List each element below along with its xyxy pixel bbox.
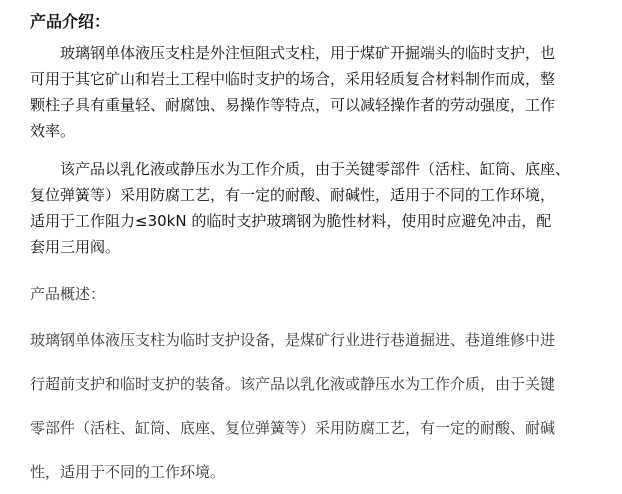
paragraph-line: 效率。 [30,122,76,140]
overview-line: 性，适用于不同的工作环境。 [30,463,226,481]
paragraph-line: 可用于其它矿山和岩土工程中临时支护的场合，采用轻质复合材料制作而成，整 [30,70,556,88]
intro-paragraph-1 [30,40,594,144]
overview-line: 玻璃钢单体液压支柱为临时支护设备，是煤矿行业进行巷道掘进、巷道维修中进 [30,331,556,349]
overview-paragraph [30,318,600,494]
paragraph-line: 该产品以乳化液或静压水为工作介质，由于关键零部件（活柱、缸筒、底座、 [30,160,571,178]
paragraph-line: 套用三用阀。 [30,238,121,256]
paragraph-line: 复位弹簧等）采用防腐工艺，有一定的耐酸、耐碱性，适用于不同的工作环境， [30,186,556,204]
paragraph-line: 颗柱子具有重量轻、耐腐蚀、易操作等特点，可以减轻操作者的劳动强度，工作 [30,96,556,114]
paragraph-line: 玻璃钢单体液压支柱是外注恒阻式支柱，用于煤矿开掘端头的临时支护，也 [30,44,556,62]
intro-paragraph-2 [30,156,594,260]
overview-line: 零部件（活柱、缸筒、底座、复位弹簧等）采用防腐工艺，有一定的耐酸、耐碱 [30,419,556,437]
product-intro-heading: 产品介绍： [30,12,111,31]
product-overview-heading: 产品概述： [30,285,106,303]
overview-line: 行超前支护和临时支护的装备。该产品以乳化液或静压水为工作介质，由于关键 [30,375,556,393]
paragraph-line: 适用于工作阻力≤30kN 的临时支护玻璃钢为脆性材料，使用时应避免冲击，配 [30,212,552,230]
